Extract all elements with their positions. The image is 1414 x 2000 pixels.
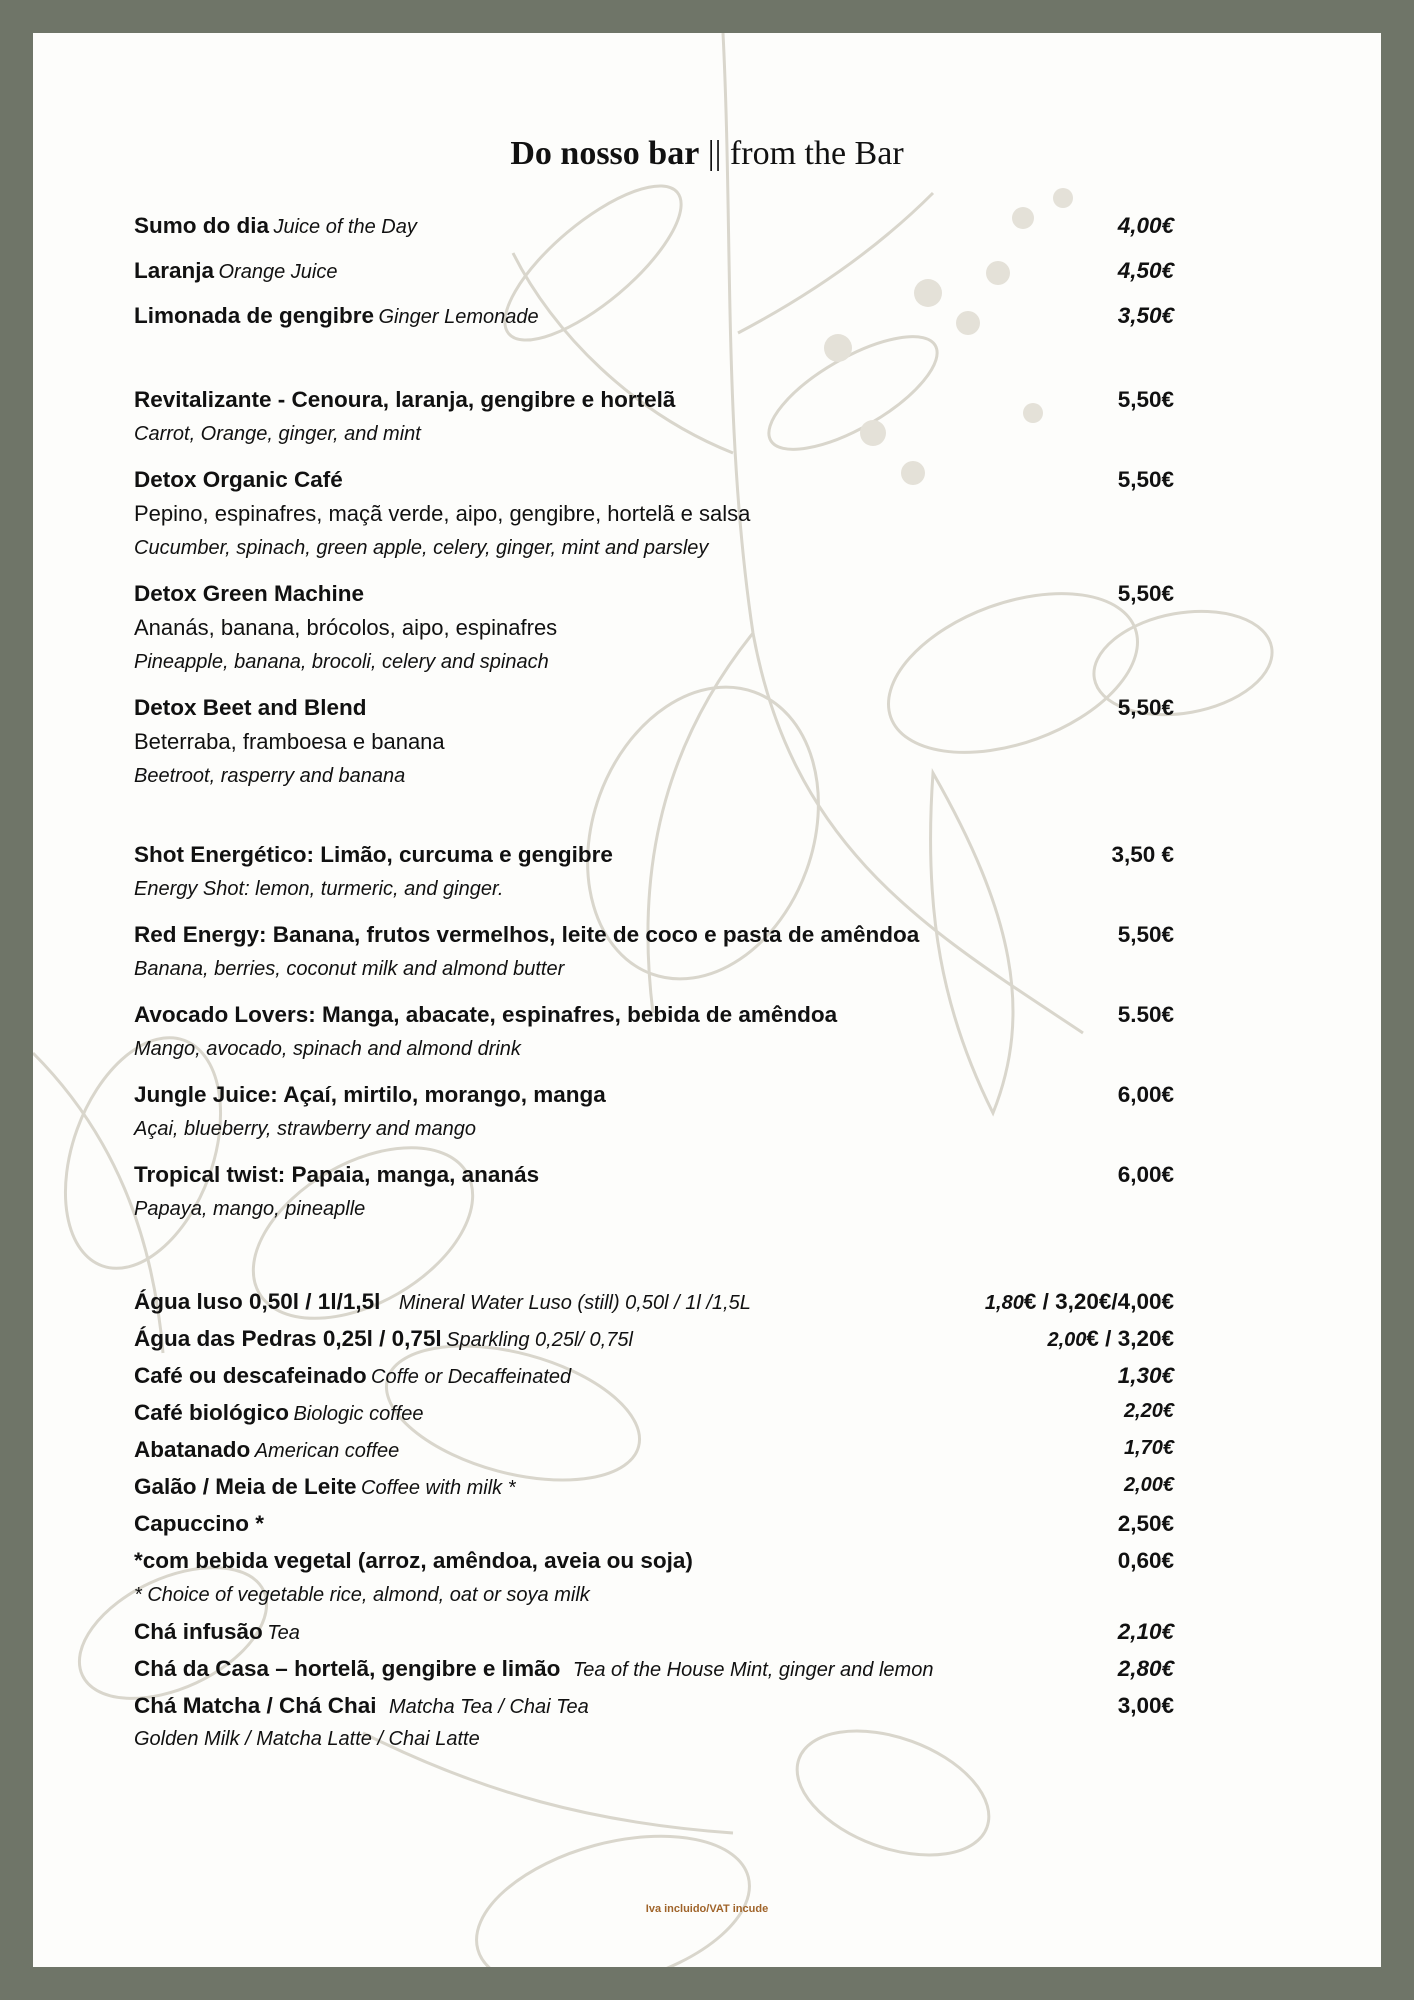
item-name: Chá da Casa – hortelã, gengibre e limão <box>134 1656 561 1681</box>
drink-item <box>134 1656 1174 1682</box>
item-price: 2,80€ <box>1117 1656 1174 1681</box>
item-desc-pt: Pepino, espinafres, maçã verde, aipo, gengibre, hortelã e salsa <box>134 501 751 526</box>
item-desc-en: Mango, avocado, spinach and almond drink <box>134 1038 521 1060</box>
item-en: Biologic coffee <box>293 1403 424 1425</box>
item-price: 5,50€ <box>1117 581 1174 606</box>
item-price-b: € / 3,20€/4,00€ <box>1023 1289 1174 1314</box>
item-price: 2,20€ <box>1123 1400 1174 1422</box>
item-price: 2,00€ <box>1123 1474 1174 1496</box>
item-name: Tropical twist: Papaia, manga, ananás <box>134 1162 540 1187</box>
item-name: Detox Organic Café <box>134 467 343 492</box>
item-price <box>1047 1326 1174 1352</box>
item-en: American coffee <box>254 1440 400 1462</box>
item-name: Café ou descafeinado <box>134 1363 367 1388</box>
item-en: Coffee with milk * <box>361 1477 516 1499</box>
item-en: Golden Milk / Matcha Latte / Chai Latte <box>134 1728 480 1750</box>
item-price: 6,00€ <box>1117 1162 1174 1187</box>
item-name: Detox Beet and Blend <box>134 695 367 720</box>
item-price: 6,00€ <box>1117 1082 1174 1107</box>
menu-title-pt: Do nosso bar <box>510 135 700 172</box>
drink-item <box>134 1693 1174 1719</box>
menu-item <box>134 383 1174 451</box>
item-name: Shot Energético: Limão, curcuma e gengibre <box>134 842 613 867</box>
item-name: Revitalizante - Cenoura, laranja, gengibre e hortelã <box>134 387 676 412</box>
item-en: Tea <box>267 1622 300 1644</box>
item-price: 3,50 € <box>1111 842 1174 867</box>
item-name: Chá infusão <box>134 1619 263 1644</box>
vat-footer: Iva incluido/VAT incude <box>645 1903 769 1915</box>
item-price: 3,00€ <box>1117 1693 1174 1718</box>
item-en: Orange Juice <box>218 261 338 283</box>
item-price: 5,50€ <box>1117 387 1174 412</box>
item-price: 1,30€ <box>1117 1363 1174 1388</box>
drink-item <box>134 1474 1174 1500</box>
item-en: Mineral Water Luso (still) 0,50l / 1l /1,5L <box>398 1292 751 1314</box>
item-price: 1,70€ <box>1123 1437 1174 1459</box>
item-price: 4,00€ <box>1117 213 1174 238</box>
item-desc-en: Beetroot, rasperry and banana <box>134 765 406 787</box>
item-name: *com bebida vegetal (arroz, amêndoa, aveia ou soja) <box>134 1548 693 1573</box>
item-en: Ginger Lemonade <box>378 306 539 328</box>
menu-item <box>134 1078 1174 1146</box>
item-name: Sumo do dia <box>134 213 269 238</box>
item-name: Capuccino * <box>134 1511 265 1536</box>
item-price <box>985 1289 1174 1315</box>
item-price: 3,50€ <box>1117 303 1174 328</box>
drink-item <box>134 1511 1174 1537</box>
item-price-a: 1,80 <box>984 1292 1024 1314</box>
item-price: 4,50€ <box>1117 258 1174 283</box>
menu-item <box>134 838 1174 906</box>
item-en: Juice of the Day <box>273 216 417 238</box>
item-name: Chá Matcha / Chá Chai <box>134 1693 377 1718</box>
item-price: 5,50€ <box>1117 467 1174 492</box>
item-price: 5,50€ <box>1117 695 1174 720</box>
menu-item <box>134 213 1174 239</box>
item-desc-en: Papaya, mango, pineaplle <box>134 1198 366 1220</box>
menu-item <box>134 303 1174 329</box>
drink-item <box>134 1548 1174 1574</box>
drink-item <box>134 1363 1174 1389</box>
item-desc-en: Banana, berries, coconut milk and almond butter <box>134 958 565 980</box>
item-desc-en: Carrot, Orange, ginger, and mint <box>134 423 421 445</box>
drink-item <box>134 1400 1174 1426</box>
item-name: Café biológico <box>134 1400 290 1425</box>
menu-item <box>134 258 1174 284</box>
menu-title-en: from the Bar <box>729 135 904 172</box>
item-desc-pt: Beterraba, framboesa e banana <box>134 729 445 754</box>
drink-item <box>134 1619 1174 1645</box>
drink-note <box>134 1584 1174 1607</box>
drink-note <box>134 1728 1174 1751</box>
menu-item <box>134 577 1174 679</box>
drink-item <box>134 1326 1174 1352</box>
menu-item <box>134 691 1174 793</box>
item-price: 5.50€ <box>1117 1002 1174 1027</box>
item-name: Água das Pedras 0,25l / 0,75l <box>134 1326 442 1351</box>
menu-title <box>33 135 1381 173</box>
item-name: Água luso 0,50l / 1l/1,5l <box>134 1289 381 1314</box>
menu-item <box>134 1158 1174 1226</box>
item-desc-en: Cucumber, spinach, green apple, celery, ginger, mint and parsley <box>134 537 709 559</box>
item-en: * Choice of vegetable rice, almond, oat or soya milk <box>134 1584 590 1606</box>
item-price: 2,50€ <box>1117 1511 1174 1536</box>
item-desc-en: Energy Shot: lemon, turmeric, and ginger. <box>134 878 504 900</box>
menu-item <box>134 998 1174 1066</box>
menu-item <box>134 463 1174 565</box>
item-en: Matcha Tea / Chai Tea <box>389 1696 589 1718</box>
item-desc-en: Pineapple, banana, brocoli, celery and spinach <box>134 651 549 673</box>
item-name: Red Energy: Banana, frutos vermelhos, leite de coco e pasta de amêndoa <box>134 922 920 947</box>
item-price: 5,50€ <box>1117 922 1174 947</box>
item-name: Abatanado <box>134 1437 251 1462</box>
item-price: 2,10€ <box>1117 1619 1174 1644</box>
item-en: Coffe or Decaffeinated <box>371 1366 572 1388</box>
item-en: Sparkling 0,25l/ 0,75l <box>446 1329 633 1351</box>
item-desc-en: Açai, blueberry, strawberry and mango <box>134 1118 477 1140</box>
item-en: Tea of the House Mint, ginger and lemon <box>572 1659 934 1681</box>
item-desc-pt: Ananás, banana, brócolos, aipo, espinafres <box>134 615 558 640</box>
drink-item <box>134 1437 1174 1463</box>
item-name: Laranja <box>134 258 215 283</box>
item-name: Galão / Meia de Leite <box>134 1474 357 1499</box>
drink-item <box>134 1289 1174 1315</box>
item-price: 0,60€ <box>1117 1548 1174 1573</box>
item-name: Avocado Lovers: Manga, abacate, espinafres, bebida de amêndoa <box>134 1002 838 1027</box>
item-price-b: € / 3,20€ <box>1086 1326 1174 1351</box>
item-name: Jungle Juice: Açaí, mirtilo, morango, manga <box>134 1082 606 1107</box>
menu-page <box>33 33 1381 1967</box>
item-name: Detox Green Machine <box>134 581 365 606</box>
item-price-a: 2,00 <box>1047 1329 1087 1351</box>
menu-title-separator: || <box>707 135 722 172</box>
menu-item <box>134 918 1174 986</box>
item-name: Limonada de gengibre <box>134 303 375 328</box>
